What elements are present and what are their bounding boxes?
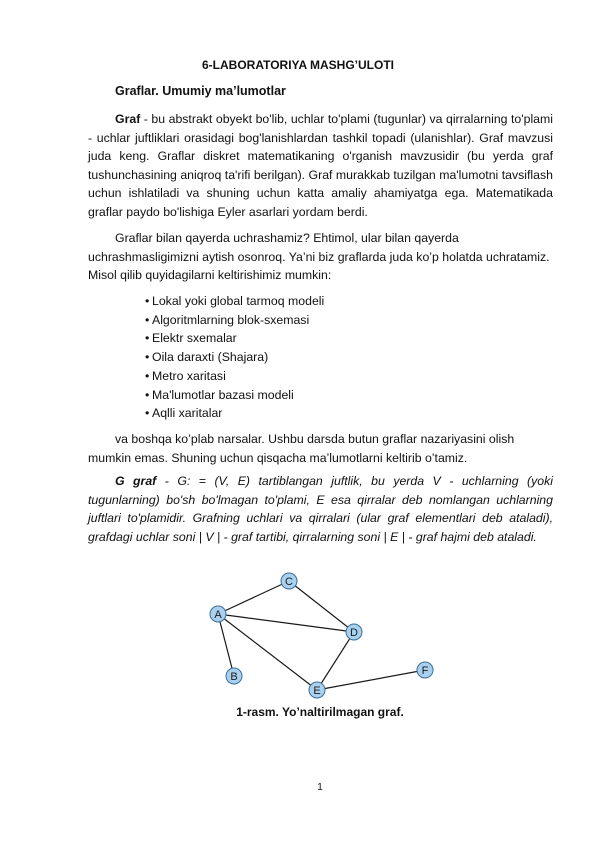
edge-a-c bbox=[218, 581, 289, 614]
graph-edges bbox=[218, 581, 425, 690]
edge-e-f bbox=[317, 670, 425, 690]
paragraph-lead: G graf bbox=[115, 474, 157, 488]
bullet-icon: • bbox=[145, 387, 150, 402]
paragraph-text: Graflar bilan qayerda uchrashamiz? Ehtimol, ular bilan qayerda uchrashmasligimizni aytish osonroq. Ya’ni biz graflarda juda ko’p holatda uchratamiz. Misol qilib quyidagilarni keltirishimiz mumkin: bbox=[88, 231, 550, 283]
list-item: • Aqlli xaritalar bbox=[145, 404, 324, 423]
edge-a-b bbox=[218, 614, 234, 676]
figure-caption: 1-rasm. Yo’naltirilmagan graf. bbox=[236, 705, 404, 719]
graph-node-f bbox=[417, 662, 433, 678]
bullet-icon: • bbox=[145, 294, 150, 308]
node-label: D bbox=[350, 627, 358, 639]
list-item: • Algoritmlarning blok-sxemasi bbox=[145, 311, 324, 330]
bullet-icon: • bbox=[145, 368, 150, 383]
page-title: 6-LABORATORIYA MASHG’ULOTI bbox=[201, 58, 394, 72]
paragraph-lead: Graf bbox=[115, 112, 141, 126]
graph-node-a bbox=[210, 606, 226, 622]
bullet-icon: • bbox=[145, 312, 150, 327]
graph-nodes bbox=[210, 573, 433, 698]
paragraph-text: - G: = (V, E) tartiblangan juftlik, bu yerda V - uchlarning (yoki tugunlarning) bo'sh bo'lmagan to'plami, E esa qirralar deb nomlangan uchlarning juftlari to'plamidir. Grafning uchlari va qirralari (ular graf elementlari deb ataladi), grafdagi uchlar soni | V | - graf tartibi, qirralarning soni | E | - graf hajmi deb ataladi. bbox=[88, 474, 553, 544]
list-item: • Metro xaritasi bbox=[145, 367, 324, 386]
list-item: • Ma'lumotlar bazasi modeli bbox=[145, 386, 324, 405]
paragraph-text: va boshqa ko’plab narsalar. Ushbu darsda butun graflar nazariyasini olish mumkin emas. Shuning uchun qisqacha ma’lumotlarni keltirib o’tamiz. bbox=[88, 432, 515, 465]
edge-d-e bbox=[317, 632, 354, 690]
node-label: C bbox=[285, 576, 293, 588]
node-label: A bbox=[214, 609, 222, 621]
bullet-icon: • bbox=[145, 331, 150, 346]
graph-node-b bbox=[226, 668, 242, 684]
graph-node-e bbox=[309, 682, 325, 698]
graph-node-d bbox=[346, 624, 362, 640]
list-item: • Oila daraxti (Shajara) bbox=[145, 348, 324, 367]
node-label: E bbox=[313, 685, 321, 697]
list-item: • Lokal yoki global tarmoq modeli bbox=[145, 292, 324, 311]
paragraph-text: - bu abstrakt obyekt bo'lib, uchlar to'plami (tugunlar) va qirralarning to'plami - uchlar juftliklari orasidagi bog'lanishlardan tashkil topadi (ulanishlar). Graf mavzusi juda keng. Graflar diskret matematikaning o'rganish mavzusidir (bu yerda graf tushunchasining aniqroq ta'rifi berilgan). Graf murakkab tuzilgan ma'lumotni tavsiflash uchun ishlatiladi va shuning uchun katta amaliy ahamiyatga ega. Matematikada graflar paydo bo'lishiga Eyler asarlari yordam berdi. bbox=[88, 112, 553, 219]
graph-node-c bbox=[281, 573, 297, 589]
node-label: B bbox=[230, 671, 238, 683]
list-item: • Elektr sxemalar bbox=[145, 329, 324, 348]
bullet-icon: • bbox=[145, 350, 150, 365]
page-number: 1 bbox=[317, 782, 323, 793]
bullet-icon: • bbox=[145, 406, 150, 421]
node-label: F bbox=[421, 665, 429, 677]
section-heading: Graflar. Umumiy ma’lumotlar bbox=[115, 84, 286, 98]
